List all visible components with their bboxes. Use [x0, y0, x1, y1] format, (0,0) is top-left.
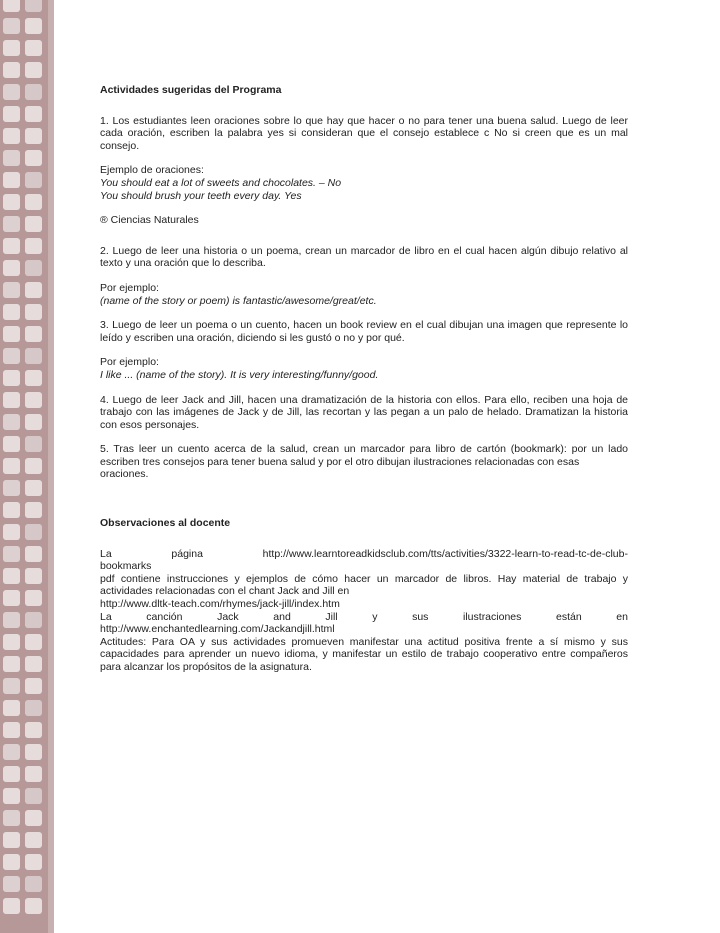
film-strip-square: [3, 84, 20, 100]
observations-block: [100, 548, 628, 674]
film-strip-square: [3, 0, 20, 12]
film-strip-square: [3, 348, 20, 364]
film-strip-square: [3, 370, 20, 386]
example-label: Ejemplo de oraciones:: [100, 164, 204, 177]
film-strip-square: [25, 216, 42, 232]
film-strip-square: [3, 590, 20, 606]
activity-item-5-end: oraciones.: [100, 468, 149, 481]
film-strip-square: [3, 788, 20, 804]
film-strip-square: [25, 898, 42, 914]
film-strip-square: [25, 524, 42, 540]
film-strip-square: [25, 436, 42, 452]
obs-word: en: [616, 610, 628, 623]
activity-item-3: 3. Luego de leer un poema o un cuento, hacen un book review en el cual dibujan una imagen que represente lo leído y escriben una oración, diciendo si les gustó o no y por qué.: [100, 319, 628, 344]
film-strip-square: [3, 304, 20, 320]
film-strip-square: [25, 238, 42, 254]
film-strip-square: [25, 744, 42, 760]
obs-word: están: [555, 610, 582, 623]
film-strip-square: [25, 172, 42, 188]
film-strip-square: [3, 480, 20, 496]
obs-line-2: bookmarks: [100, 560, 152, 573]
film-strip-square: [3, 810, 20, 826]
film-strip-square: [25, 590, 42, 606]
film-strip-square: [3, 150, 20, 166]
film-strip-square: [25, 106, 42, 122]
example-block-3: [100, 356, 628, 381]
film-strip-square: [25, 612, 42, 628]
film-strip-square: [25, 634, 42, 650]
film-strip-square: [25, 832, 42, 848]
film-strip-square: [25, 876, 42, 892]
film-strip-square: [3, 106, 20, 122]
film-strip-edge: [48, 0, 54, 933]
film-strip-square: [25, 62, 42, 78]
example-label: Por ejemplo:: [100, 281, 159, 294]
film-strip-square: [3, 194, 20, 210]
film-strip-square: [3, 854, 20, 870]
film-strip-square: [25, 282, 42, 298]
film-strip-square: [25, 546, 42, 562]
film-strip-square: [3, 678, 20, 694]
film-strip-square: [25, 348, 42, 364]
film-strip-square: [3, 876, 20, 892]
example-line: You should brush your teeth every day. Yes: [100, 189, 302, 202]
obs-word: Jack: [217, 610, 239, 623]
decorative-film-strip-border: [0, 0, 54, 933]
film-strip-square: [25, 260, 42, 276]
activity-item-1: 1. Los estudiantes leen oraciones sobre lo que hay que hacer o no para tener una buena salud. Luego de leer cada oración, escriben la palabra yes si consideran que el consejo establece c No si creen que es un mal consejo.: [100, 114, 628, 152]
example-block-2: [100, 282, 628, 307]
film-strip-column-left: [3, 0, 20, 914]
obs-word: canción: [146, 610, 183, 623]
obs-link-dltk[interactable]: http://www.dltk-teach.com/rhymes/jack-jill/index.htm: [100, 598, 340, 611]
film-strip-square: [25, 854, 42, 870]
film-strip-square: [25, 568, 42, 584]
film-strip-column-right: [25, 0, 42, 914]
film-strip-square: [25, 370, 42, 386]
film-strip-square: [3, 62, 20, 78]
film-strip-square: [25, 0, 42, 12]
obs-word: Jill: [325, 610, 338, 623]
film-strip-square: [3, 18, 20, 34]
film-strip-square: [25, 480, 42, 496]
obs-link[interactable]: http://www.learntoreadkidsclub.com/tts/activities/3322-learn-to-read-tc-de-club-: [262, 547, 628, 560]
film-strip-square: [3, 238, 20, 254]
activity-item-4: 4. Luego de leer Jack and Jill, hacen una dramatización de la historia con ellos. Para ello, reciben una hoja de trabajo con las imágenes de Jack y de Jill, las recortan y las pegan a un palo de helado. Dramatizan la historia con esos personajes.: [100, 393, 628, 431]
film-strip-square: [25, 392, 42, 408]
film-strip-square: [25, 304, 42, 320]
film-strip-square: [3, 898, 20, 914]
film-strip-square: [3, 436, 20, 452]
film-strip-square: [25, 326, 42, 342]
film-strip-square: [25, 788, 42, 804]
film-strip-square: [25, 414, 42, 430]
example-line: You should eat a lot of sweets and chocolates. – No: [100, 176, 342, 189]
obs-line-5: [100, 611, 628, 624]
obs-line-3: pdf contiene instrucciones y ejemplos de cómo hacer un marcador de libros. Hay material de trabajo y actividades relacionadas con el chant Jack and Jill en: [100, 572, 628, 598]
document-page: [100, 84, 628, 674]
film-strip-square: [3, 722, 20, 738]
film-strip-square: [3, 700, 20, 716]
film-strip-square: [25, 502, 42, 518]
obs-word: ilustraciones: [463, 610, 522, 623]
film-strip-square: [3, 392, 20, 408]
film-strip-square: [25, 766, 42, 782]
film-strip-square: [25, 678, 42, 694]
film-strip-square: [3, 502, 20, 518]
film-strip-square: [3, 634, 20, 650]
film-strip-square: [3, 524, 20, 540]
film-strip-square: [3, 326, 20, 342]
film-strip-square: [3, 282, 20, 298]
obs-link-enchanted[interactable]: http://www.enchantedlearning.com/Jackandjill.html: [100, 623, 335, 636]
example-block-1: [100, 164, 628, 202]
film-strip-square: [3, 612, 20, 628]
film-strip-square: [3, 216, 20, 232]
heading-activities: Actividades sugeridas del Programa: [100, 84, 282, 96]
film-strip-square: [3, 172, 20, 188]
film-strip-square: [3, 546, 20, 562]
example-line: I like ... (name of the story). It is very interesting/funny/good.: [100, 368, 379, 381]
film-strip-square: [25, 194, 42, 210]
film-strip-square: [25, 656, 42, 672]
obs-word: página: [171, 547, 203, 560]
film-strip-square: [25, 722, 42, 738]
film-strip-square: [3, 568, 20, 584]
obs-word: La: [100, 547, 112, 560]
obs-line-attitudes: Actitudes: Para OA y sus actividades promueven manifestar una actitud positiva frente a sí mismo y sus capacidades para aprender un nuevo idioma, y manifestar un estilo de trabajo cooperativo entre compañeros para alcanzar los propósitos de la asignatura.: [100, 635, 628, 673]
example-label: Por ejemplo:: [100, 356, 159, 369]
film-strip-square: [25, 40, 42, 56]
section-ciencias-naturales: ® Ciencias Naturales: [100, 214, 199, 227]
example-line: (name of the story or poem) is fantastic/awesome/great/etc.: [100, 294, 377, 307]
obs-line-1: [100, 548, 628, 561]
film-strip-square: [25, 458, 42, 474]
film-strip-square: [3, 744, 20, 760]
heading-observaciones: Observaciones al docente: [100, 517, 231, 530]
film-strip-square: [25, 84, 42, 100]
film-strip-square: [25, 128, 42, 144]
activity-item-2: 2. Luego de leer una historia o un poema, crean un marcador de libro en el cual hacen algún dibujo relativo al texto y una oración que lo describa.: [100, 244, 628, 270]
film-strip-square: [3, 40, 20, 56]
film-strip-square: [3, 128, 20, 144]
film-strip-square: [25, 700, 42, 716]
film-strip-square: [3, 414, 20, 430]
film-strip-square: [3, 458, 20, 474]
activity-item-5: 5. Tras leer un cuento acerca de la salud, crean un marcador para libro de cartón (bookmark): por un lado escriben tres consejos para tener buena salud y por el otro dibujan ilustraciones relacionadas con esas: [100, 443, 628, 468]
film-strip-square: [25, 18, 42, 34]
obs-word: La: [100, 610, 112, 623]
film-strip-square: [3, 260, 20, 276]
obs-word: y: [372, 610, 378, 623]
film-strip-square: [25, 810, 42, 826]
film-strip-square: [3, 656, 20, 672]
obs-word: sus: [412, 610, 429, 623]
film-strip-square: [3, 766, 20, 782]
film-strip-square: [3, 832, 20, 848]
obs-word: and: [273, 610, 291, 623]
film-strip-square: [25, 150, 42, 166]
